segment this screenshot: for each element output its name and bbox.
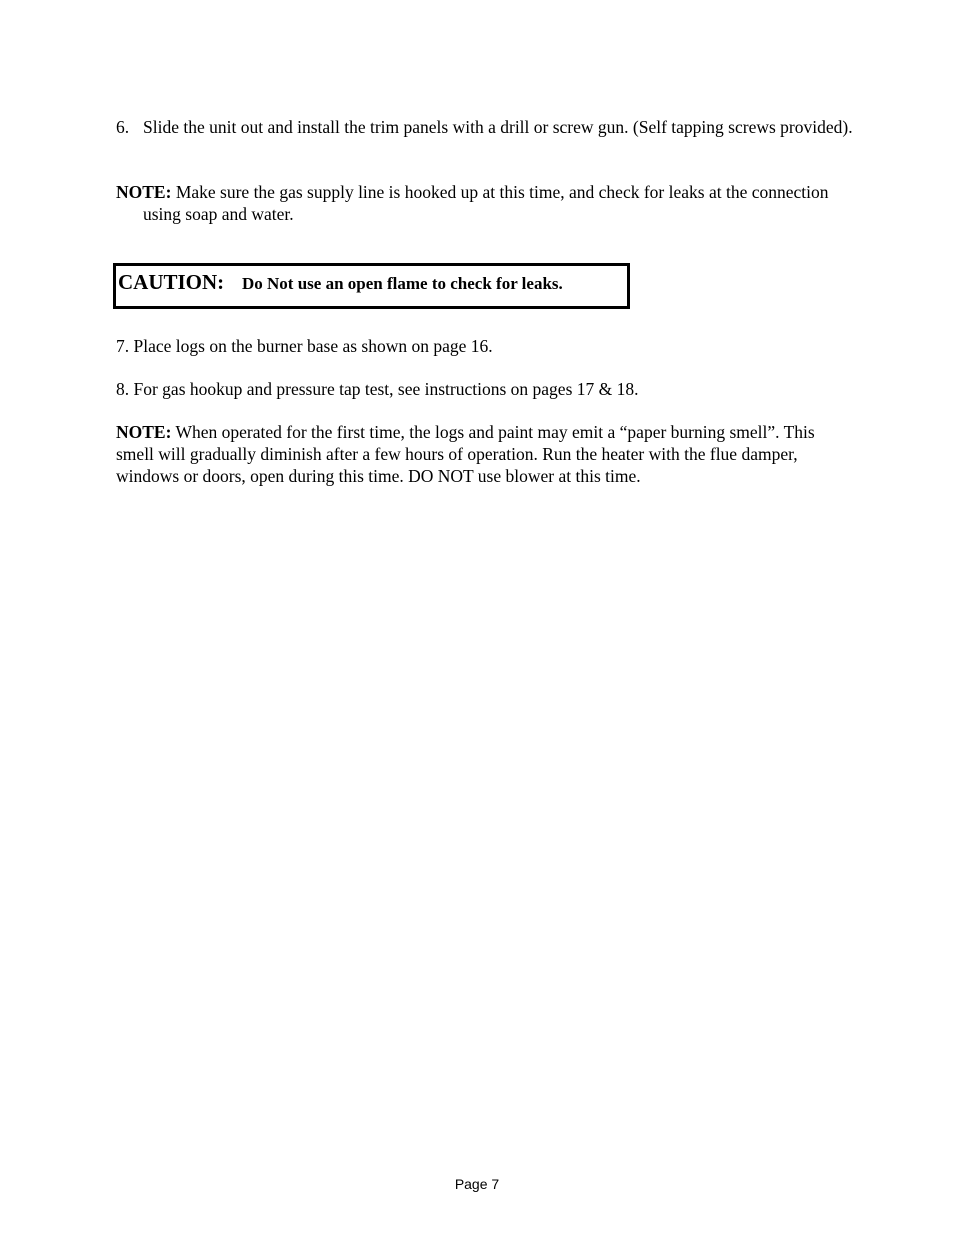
step-7-text: 7. Place logs on the burner base as shown on page 16. [116,336,493,356]
step-6-number: 6. [116,117,130,137]
page-number: Page 7 [454,1176,500,1192]
note-label: NOTE: [116,422,172,442]
step-6-text: Slide the unit out and install the trim panels with a drill or screw gun. (Self tapping screws provided). [143,117,853,137]
caution-text: Do Not use an open flame to check for leaks. [242,274,563,293]
note-first-operation [116,421,838,487]
step-8 [116,378,836,400]
step-6 [116,116,863,138]
note-text: Make sure the gas supply line is hooked up at this time, and check for leaks at the connection using soap and water. [143,182,829,224]
note-text: When operated for the first time, the logs and paint may emit a “paper burning smell”. This smell will gradually diminish after a few hours of operation. Run the heater with the flue damper, windows or doors, open during this time. DO NOT use blower at this time. [116,422,815,486]
caution-label: CAUTION: [118,270,225,294]
step-7 [116,335,836,357]
note-gas-supply [116,181,863,225]
caution-box [113,263,630,309]
step-8-text: 8. For gas hookup and pressure tap test, see instructions on pages 17 & 18. [116,379,639,399]
note-label: NOTE: [116,182,172,202]
